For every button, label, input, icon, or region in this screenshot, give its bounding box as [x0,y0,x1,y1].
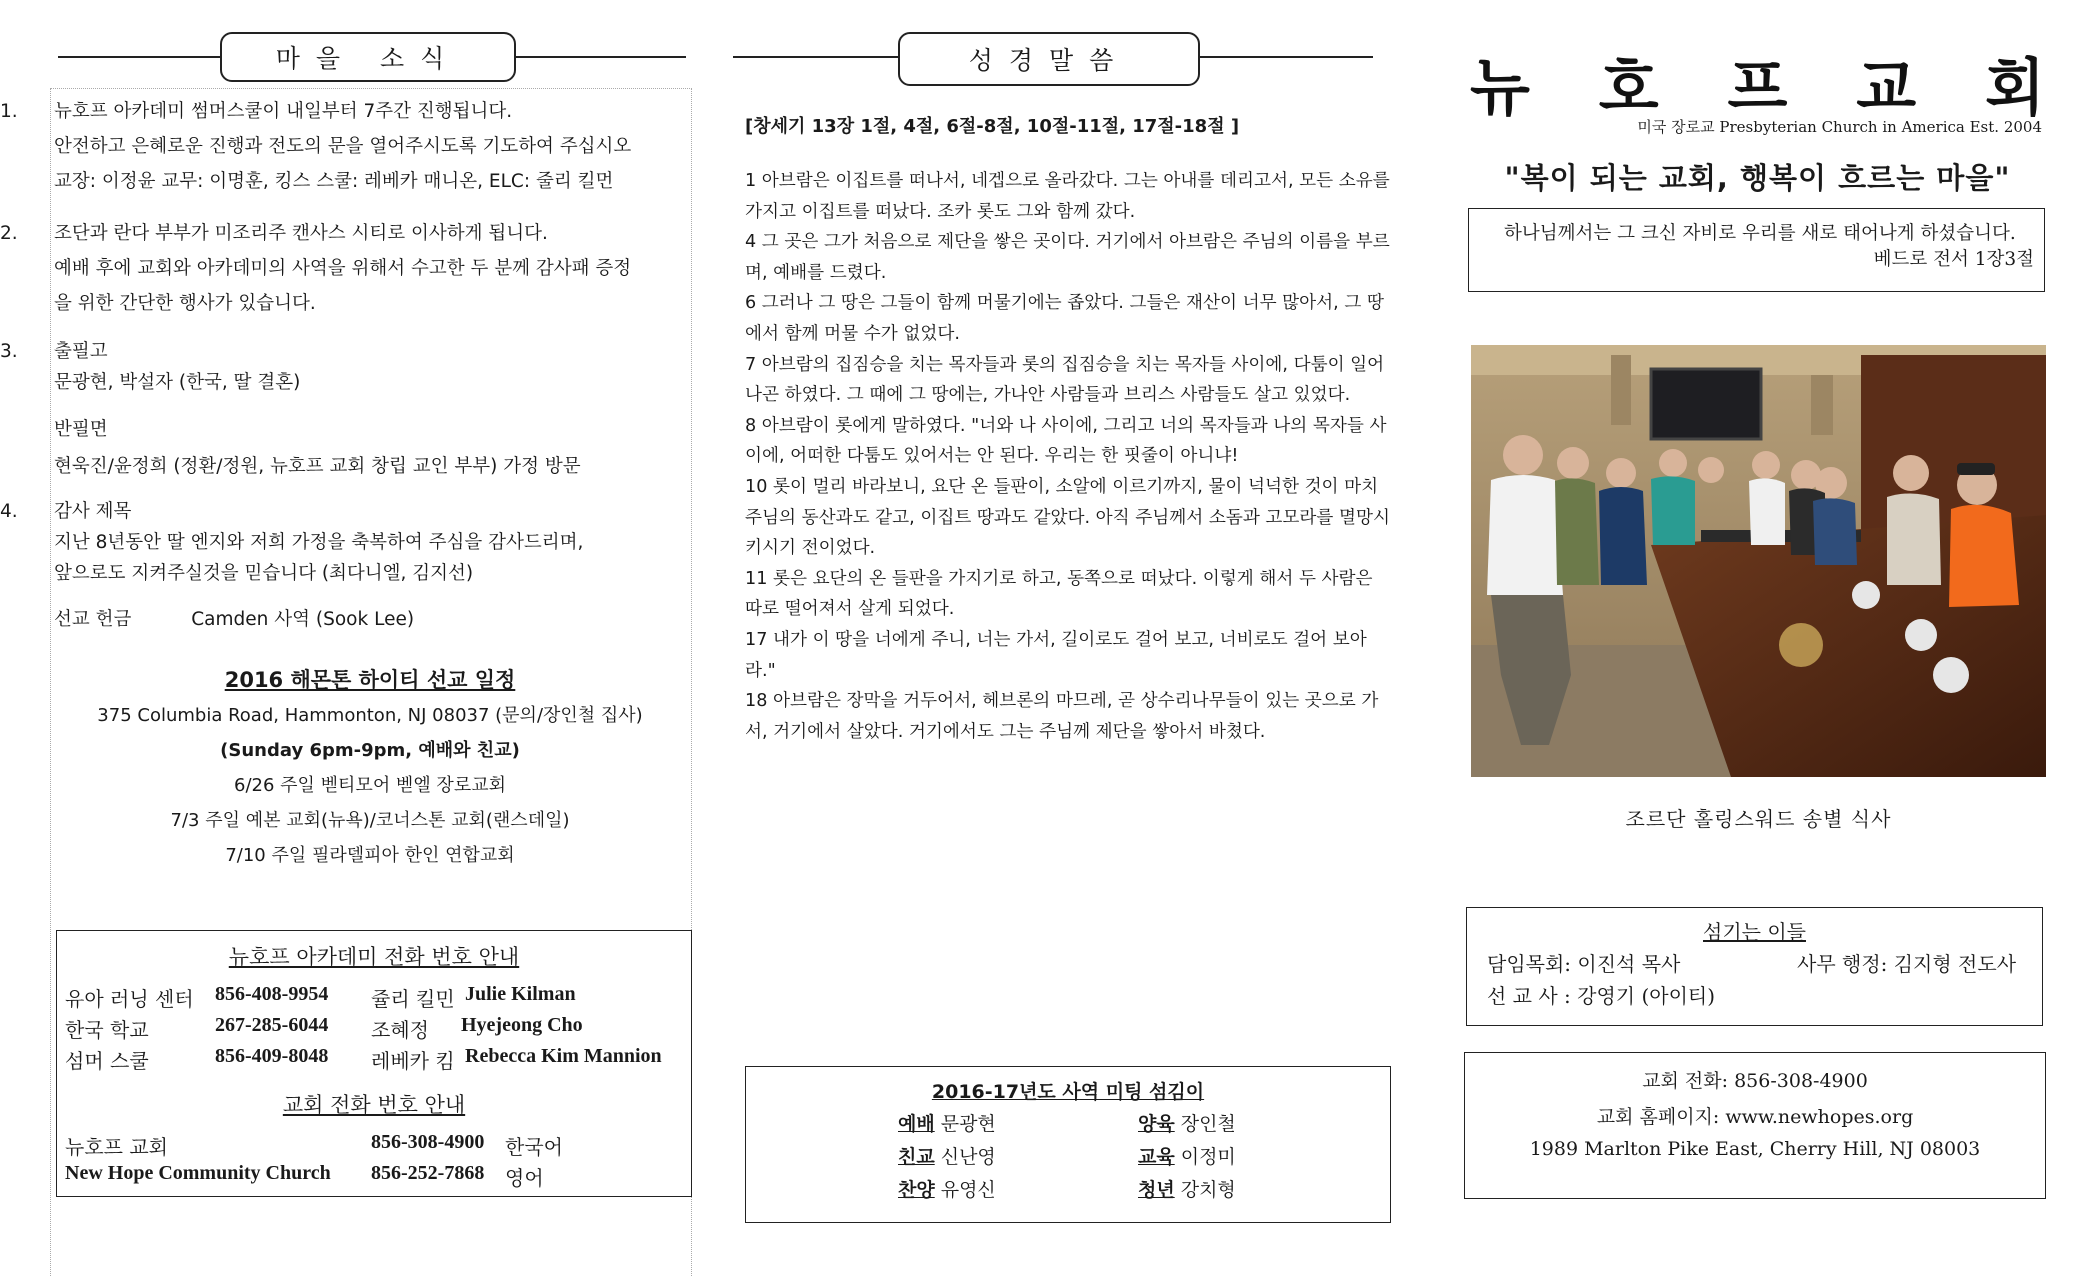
news-line: 뉴호프 아카데미 썸머스쿨이 내일부터 7주간 진행됩니다. [54,101,513,122]
scripture-header: 성경말씀 [898,32,1200,86]
photo-caption: 조르단 홀링스워드 송별 식사 [1625,807,1892,831]
offering [54,604,414,635]
verse: 10 롯이 멀리 바라보니, 요단 온 들판이, 소알에 이르기까지, 물이 넉넉한 것이 마치 주님의 동산과도 같고, 이집트 땅과도 같았다. 아직 주님께서 소돔과 고모라를 멸망시키시기 전이었다. [745,476,1390,559]
news-header: 마을 소식 [220,32,516,82]
news-line: 반필면 [54,419,108,440]
ministry-item: 교육 이정미 [1138,1146,1236,1168]
scripture-reference: [창세기 13장 1절, 4절, 6절-8절, 10절-11절, 17절-18절 ] [745,116,1240,137]
news-line: 현욱진/윤정희 (정환/정원, 뉴호프 교회 창립 교인 부부) 가정 방문 [54,456,581,477]
church-homepage[interactable]: 교회 홈페이지: www.newhopes.org [1596,1106,1914,1128]
servers-box [1466,907,2043,1026]
church-motto: "복이 되는 교회, 행복이 흐르는 마을" [1504,161,2011,195]
featured-verse-ref: 베드로 전서 1장3절 [1873,249,2034,270]
missions-block [50,663,690,873]
news-item-1: 1. 뉴호프 아카데미 썸머스쿨이 내일부터 7주간 진행됩니다. 안전하고 은혜로운 진행과 전도의 문을 열어주시도록 기도하여 주십시오 교장: 이정윤 교무: 이명훈, 킹스 스쿨: 레베카 매니온, ELC: 줄리 킬먼 [54,96,631,197]
denomination: 미국 장로교 Presbyterian Church in America Est. 2004 [1637,118,2042,136]
ministry-item: 청년 강치형 [1138,1179,1236,1201]
church-contact [1464,1052,2046,1199]
verse: 11 롯은 요단의 온 들판을 가지기로 하고, 동쪽으로 떠났다. 이렇게 해서 두 사람은 따로 떨어져서 살게 되었다. [745,568,1373,620]
missions-address: 375 Columbia Road, Hammonton, NJ 08037 (문의/장인철 집사) [97,705,643,726]
church-name: 뉴 호 프 교 회 [1470,51,2045,124]
missions-title: 2016 해몬톤 하이티 선교 일정 [224,668,516,692]
news-line: 앞으로도 지켜주실것을 믿습니다 (최다니엘, 김지선) [54,563,474,584]
ministry-box [745,1066,1391,1223]
news-line: 예배 후에 교회와 아카데미의 사역을 위해서 수고한 두 분께 감사패 증정 [54,258,632,279]
verse-box [1468,208,2045,292]
offering-value: Camden 사역 (Sook Lee) [191,609,415,630]
verse: 18 아브람은 장막을 거두어서, 헤브론의 마므레, 곧 상수리나무들이 있는 곳으로 가서, 거기에서 살았다. 거기에서도 그는 주님께 제단을 쌓아서 바쳤다. [745,691,1379,742]
verse: 1 아브람은 이집트를 떠나서, 네겝으로 올라갔다. 그는 아내를 데리고서, 모든 소유를 가지고 이집트를 떠났다. 조카 롯도 그와 함께 갔다. [745,171,1390,222]
news-line: 문광현, 박설자 (한국, 딸 결혼) [54,372,301,393]
news-item-3b [54,414,581,482]
academy-phone-header: 뉴호프 아카데미 전화 번호 안내 [228,945,520,969]
news-item-2: 2. 조단과 란다 부부가 미조리주 캔사스 시티로 이사하게 됩니다. 예배 후에 교회와 아카데미의 사역을 위해서 수고한 두 분께 감사패 증정 을 위한 간단한 행사가 있습니다. [54,218,631,319]
group-photo [1471,345,2046,777]
news-item-3: 3. 출필고 문광현, 박설자 (한국, 딸 결혼) [54,336,300,398]
admin: 사무 행정: 김지형 전도사 [1797,952,2017,976]
news-line: 교장: 이정윤 교무: 이명훈, 킹스 스쿨: 레베카 매니온, ELC: 줄리 킬먼 [54,171,614,192]
verse: 8 아브람이 롯에게 말하였다. "너와 나 사이에, 그리고 너의 목자들과 나의 목자들 사이에, 어떠한 다툼도 있어서는 안 된다. 우리는 한 핏줄이 아니냐! [745,415,1387,467]
missions-schedule-1: 6/26 주일 벧티모어 벧엘 장로교회 [234,775,506,796]
pastor: 담임목회: 이진석 목사 [1487,952,1681,976]
ministry-item: 찬양 유영신 [898,1179,996,1201]
ministry-item: 양육 장인철 [1138,1113,1236,1135]
church-phone: 교회 전화: 856-308-4900 [1642,1070,1868,1092]
offering-label: 선교 헌금 [54,609,132,630]
news-line: 조단과 란다 부부가 미조리주 캔사스 시티로 이사하게 됩니다. [54,223,548,244]
news-line: 안전하고 은혜로운 진행과 전도의 문을 열어주시도록 기도하여 주십시오 [54,136,632,157]
news-line: 을 위한 간단한 행사가 있습니다. [54,293,316,314]
missionary: 선 교 사 : 강영기 (아이티) [1487,984,1716,1008]
news-line: 출필고 [54,341,108,362]
missions-schedule-3: 7/10 주일 필라델피아 한인 연합교회 [225,845,515,866]
news-line: 지난 8년동안 딸 엔지와 저희 가정을 축복하여 주심을 감사드리며, [54,532,584,553]
church-phone-header: 교회 전화 번호 안내 [282,1093,466,1117]
missions-time: (Sunday 6pm-9pm, 예배와 친교) [220,740,520,761]
featured-verse: 하나님께서는 그 크신 자비로 우리를 새로 태어나게 하셨습니다. [1504,223,2016,244]
ministry-item: 예배 문광현 [898,1113,996,1135]
verse: 6 그러나 그 땅은 그들이 함께 머물기에는 좁았다. 그들은 재산이 너무 많아서, 그 땅에서 함께 머물 수가 없었다. [745,293,1384,344]
scripture-verses [745,166,1390,747]
ministry-item: 친교 신난영 [898,1146,996,1168]
news-line: 감사 제목 [54,501,132,522]
news-item-4: 4. 감사 제목 지난 8년동안 딸 엔지와 저희 가정을 축복하여 주심을 감사드리며, 앞으로도 지켜주실것을 믿습니다 (최다니엘, 김지선) [54,496,583,589]
church-address: 1989 Marlton Pike East, Cherry Hill, NJ 08003 [1529,1138,1981,1160]
verse: 17 내가 이 땅을 너에게 주니, 너는 가서, 길이로도 걸어 보고, 너비로도 걸어 보아라." [745,629,1367,681]
verse: 7 아브람의 집짐승을 치는 목자들과 롯의 집짐승을 치는 목자들 사이에, 다툼이 일어나곤 하였다. 그 때에 그 땅에는, 가나안 사람들과 브리스 사람들도 살고 있었다. [745,354,1385,406]
servers-header: 섬기는 이들 [1703,920,1806,944]
missions-schedule-2: 7/3 주일 예본 교회(뉴욕)/코너스톤 교회(랜스데일) [170,810,570,831]
ministry-header: 2016-17년도 사역 미팅 섬김이 [931,1081,1205,1103]
verse: 4 그 곳은 그가 처음으로 제단을 쌓은 곳이다. 거기에서 아브람은 주님의 이름을 부르며, 예배를 드렸다. [745,232,1390,283]
phone-directory: 뉴호프 아카데미 전화 번호 안내 유아 러닝 센터 856-408-9954 쥴리 킬민 Julie Kilman 한국 학교 267-285-6044 조혜정 Hyejeong Cho 섬머 스쿨 856-409-8048 레베카 킴 Rebecca Kim Mannion 교회 전화 번호 안내 뉴호프 교회 856-308-4900 한국어 New Hope Community Church 856-252-7868 영어 [56,930,692,1197]
group-photo-image [1471,345,2046,777]
